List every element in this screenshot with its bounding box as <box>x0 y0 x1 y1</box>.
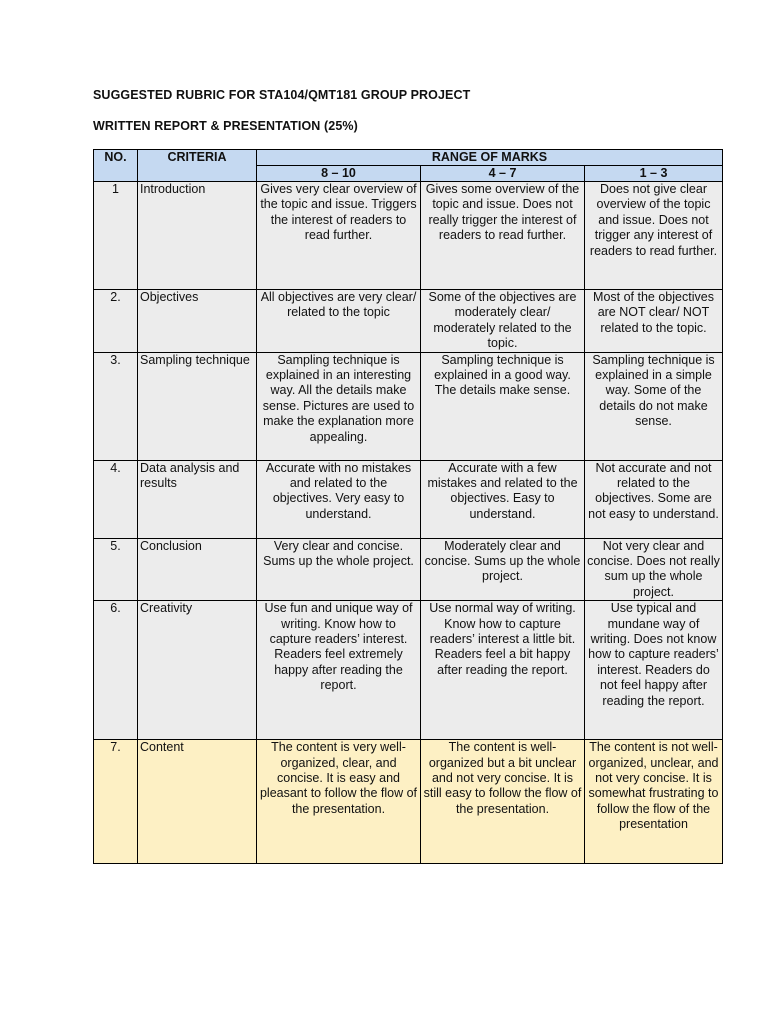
cell-range-low: The content is not well-organized, unclear, and not very concise. It is somewhat frustrating to follow the flow of the presentation <box>585 740 723 864</box>
cell-range-high: Accurate with no mistakes and related to the objectives. Very easy to understand. <box>257 460 421 538</box>
row-criteria: Content <box>138 740 257 864</box>
table-row <box>94 601 723 740</box>
rubric-table <box>93 149 723 864</box>
cell-range-high: The content is very well-organized, clear, and concise. It is easy and pleasant to follow the flow of the presentation. <box>257 740 421 864</box>
row-number: 7. <box>94 740 138 864</box>
cell-range-mid: Sampling technique is explained in a good way. The details make sense. <box>421 352 585 460</box>
header-range-low: 1 – 3 <box>585 166 723 182</box>
cell-range-high: Very clear and concise. Sums up the whole project. <box>257 538 421 601</box>
table-row <box>94 460 723 538</box>
header-range-of-marks: RANGE OF MARKS <box>257 150 723 166</box>
row-criteria: Creativity <box>138 601 257 740</box>
table-row <box>94 182 723 290</box>
cell-range-high: Use fun and unique way of writing. Know how to capture readers’ interest. Readers feel extremely happy after reading the report. <box>257 601 421 740</box>
cell-range-high: Sampling technique is explained in an interesting way. All the details make sense. Pictures are used to make the explanation more appealing. <box>257 352 421 460</box>
cell-range-mid: Some of the objectives are moderately clear/ moderately related to the topic. <box>421 290 585 353</box>
header-range-high: 8 – 10 <box>257 166 421 182</box>
table-row <box>94 352 723 460</box>
cell-range-low: Most of the objectives are NOT clear/ NOT related to the topic. <box>585 290 723 353</box>
row-criteria: Objectives <box>138 290 257 353</box>
header-criteria: CRITERIA <box>138 150 257 182</box>
cell-range-low: Does not give clear overview of the topic and issue. Does not trigger any interest of readers to read further. <box>585 182 723 290</box>
cell-range-low: Use typical and mundane way of writing. Does not know how to capture readers’ interest. Readers do not feel happy after reading the report. <box>585 601 723 740</box>
cell-range-low: Sampling technique is explained in a simple way. Some of the details do not make sense. <box>585 352 723 460</box>
cell-range-mid: Moderately clear and concise. Sums up the whole project. <box>421 538 585 601</box>
cell-range-mid: Gives some overview of the topic and issue. Does not really trigger the interest of readers to read further. <box>421 182 585 290</box>
row-number: 5. <box>94 538 138 601</box>
row-number: 3. <box>94 352 138 460</box>
cell-range-low: Not very clear and concise. Does not really sum up the whole project. <box>585 538 723 601</box>
cell-range-mid: The content is well-organized but a bit unclear and not very concise. It is still easy to follow the flow of the presentation. <box>421 740 585 864</box>
header-range-mid: 4 – 7 <box>421 166 585 182</box>
row-criteria: Introduction <box>138 182 257 290</box>
rubric-title: SUGGESTED RUBRIC FOR STA104/QMT181 GROUP PROJECT <box>93 88 471 102</box>
rubric-subtitle: WRITTEN REPORT & PRESENTATION (25%) <box>93 119 358 133</box>
header-row <box>94 150 723 166</box>
row-criteria: Data analysis and results <box>138 460 257 538</box>
table-row <box>94 290 723 353</box>
row-number: 6. <box>94 601 138 740</box>
cell-range-mid: Accurate with a few mistakes and related to the objectives. Easy to understand. <box>421 460 585 538</box>
cell-range-high: All objectives are very clear/ related to the topic <box>257 290 421 353</box>
table-row <box>94 740 723 864</box>
cell-range-mid: Use normal way of writing. Know how to capture readers’ interest a little bit. Readers feel a bit happy after reading the report. <box>421 601 585 740</box>
table-row <box>94 538 723 601</box>
cell-range-high: Gives very clear overview of the topic and issue. Triggers the interest of readers to read further. <box>257 182 421 290</box>
row-criteria: Sampling technique <box>138 352 257 460</box>
row-number: 4. <box>94 460 138 538</box>
row-number: 1 <box>94 182 138 290</box>
cell-range-low: Not accurate and not related to the objectives. Some are not easy to understand. <box>585 460 723 538</box>
header-no: NO. <box>94 150 138 182</box>
row-number: 2. <box>94 290 138 353</box>
row-criteria: Conclusion <box>138 538 257 601</box>
